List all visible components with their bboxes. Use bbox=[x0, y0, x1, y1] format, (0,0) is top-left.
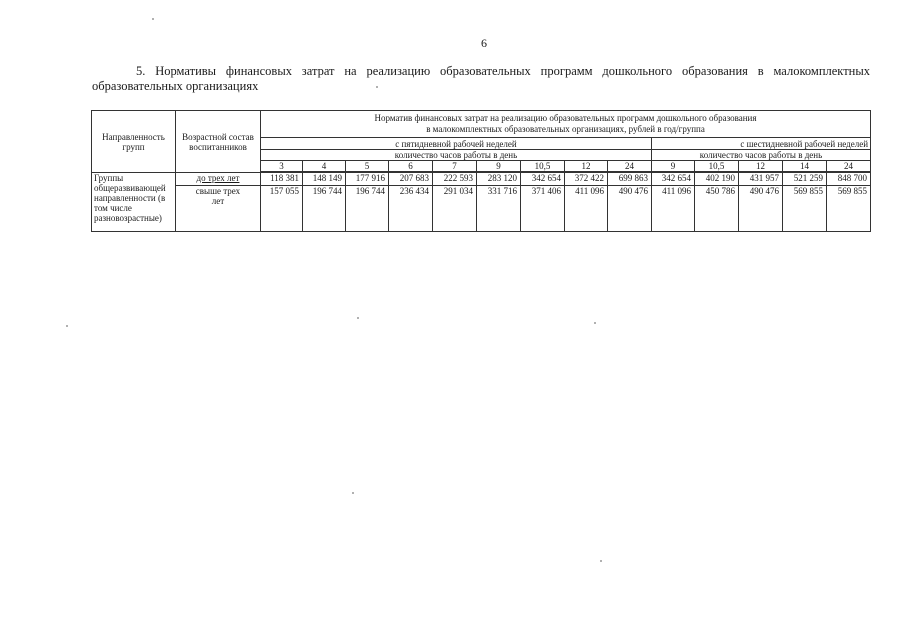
value-cell: 848 700 bbox=[827, 173, 871, 186]
value-cell: 372 422 bbox=[565, 173, 608, 186]
value-cell: 118 381 bbox=[261, 173, 303, 186]
age-row-over-three: свыше трех лет bbox=[176, 186, 261, 232]
hours-col-six-9: 9 bbox=[652, 161, 695, 172]
hours-col-6: 6 bbox=[389, 161, 433, 172]
value-cell: 331 716 bbox=[477, 186, 521, 232]
hours-col-7: 7 bbox=[433, 161, 477, 172]
hours-col-six-14: 14 bbox=[783, 161, 827, 172]
value-cell: 236 434 bbox=[389, 186, 433, 232]
value-cell: 291 034 bbox=[433, 186, 477, 232]
value-cell: 569 855 bbox=[827, 186, 871, 232]
section-heading: 5. Нормативы финансовых затрат на реализацию образовательных программ дошкольного образования в малокомплектных образовательных организациях bbox=[92, 64, 870, 93]
value-cell: 411 096 bbox=[565, 186, 608, 232]
value-cell: 490 476 bbox=[739, 186, 783, 232]
hours-col-9: 9 bbox=[477, 161, 521, 172]
hours-col-3: 3 bbox=[261, 161, 303, 172]
value-cell: 196 744 bbox=[346, 186, 389, 232]
value-cell: 699 863 bbox=[608, 173, 652, 186]
scan-speck bbox=[600, 560, 602, 562]
value-cell: 207 683 bbox=[389, 173, 433, 186]
value-cell: 222 593 bbox=[433, 173, 477, 186]
hours-col-six-12: 12 bbox=[739, 161, 783, 172]
hours-col-six-24: 24 bbox=[827, 161, 871, 172]
scan-speck bbox=[152, 18, 154, 20]
header-norm-title bbox=[261, 111, 871, 138]
scan-speck bbox=[357, 317, 359, 319]
value-cell: 431 957 bbox=[739, 173, 783, 186]
value-cell: 177 916 bbox=[346, 173, 389, 186]
hours-col-six-10-5: 10,5 bbox=[695, 161, 739, 172]
value-cell: 371 406 bbox=[521, 186, 565, 232]
header-hours-per-day-five: количество часов работы в день bbox=[261, 150, 652, 161]
value-cell: 342 654 bbox=[521, 173, 565, 186]
value-cell: 148 149 bbox=[303, 173, 346, 186]
header-hours-per-day-six: количество часов работы в день bbox=[652, 150, 871, 161]
header-age-composition: Возрастной состав воспитанников bbox=[176, 111, 261, 173]
value-cell: 283 120 bbox=[477, 173, 521, 186]
value-cell: 521 259 bbox=[783, 173, 827, 186]
value-cell: 402 190 bbox=[695, 173, 739, 186]
norms-table bbox=[91, 110, 871, 232]
value-cell: 450 786 bbox=[695, 186, 739, 232]
value-cell: 342 654 bbox=[652, 173, 695, 186]
hours-col-5: 5 bbox=[346, 161, 389, 172]
hours-col-24: 24 bbox=[608, 161, 652, 172]
header-six-day-week: с шестидневной рабочей неделей bbox=[652, 138, 871, 150]
hours-col-12: 12 bbox=[565, 161, 608, 172]
scan-speck bbox=[594, 322, 596, 324]
value-cell: 196 744 bbox=[303, 186, 346, 232]
group-name-cell: Группы общеразвивающей направленности (в том числе разновозрастные) bbox=[92, 173, 176, 232]
page-number: 6 bbox=[481, 36, 487, 50]
value-cell: 157 055 bbox=[261, 186, 303, 232]
header-norm-title-line1: Норматив финансовых затрат на реализацию образовательных программ дошкольного образования bbox=[374, 113, 757, 123]
scan-speck bbox=[352, 492, 354, 494]
value-cell: 569 855 bbox=[783, 186, 827, 232]
hours-col-10-5: 10,5 bbox=[521, 161, 565, 172]
header-five-day-week: с пятидневной рабочей неделей bbox=[261, 138, 652, 150]
scan-speck bbox=[66, 325, 68, 327]
value-cell: 411 096 bbox=[652, 186, 695, 232]
header-direction: Направленность групп bbox=[92, 111, 176, 173]
age-row-under-three: до трех лет bbox=[176, 173, 261, 186]
hours-col-4: 4 bbox=[303, 161, 346, 172]
header-norm-title-line2: в малокомплектных образовательных организациях, рублей в год/группа bbox=[426, 124, 705, 134]
scan-speck bbox=[376, 86, 378, 88]
value-cell: 490 476 bbox=[608, 186, 652, 232]
